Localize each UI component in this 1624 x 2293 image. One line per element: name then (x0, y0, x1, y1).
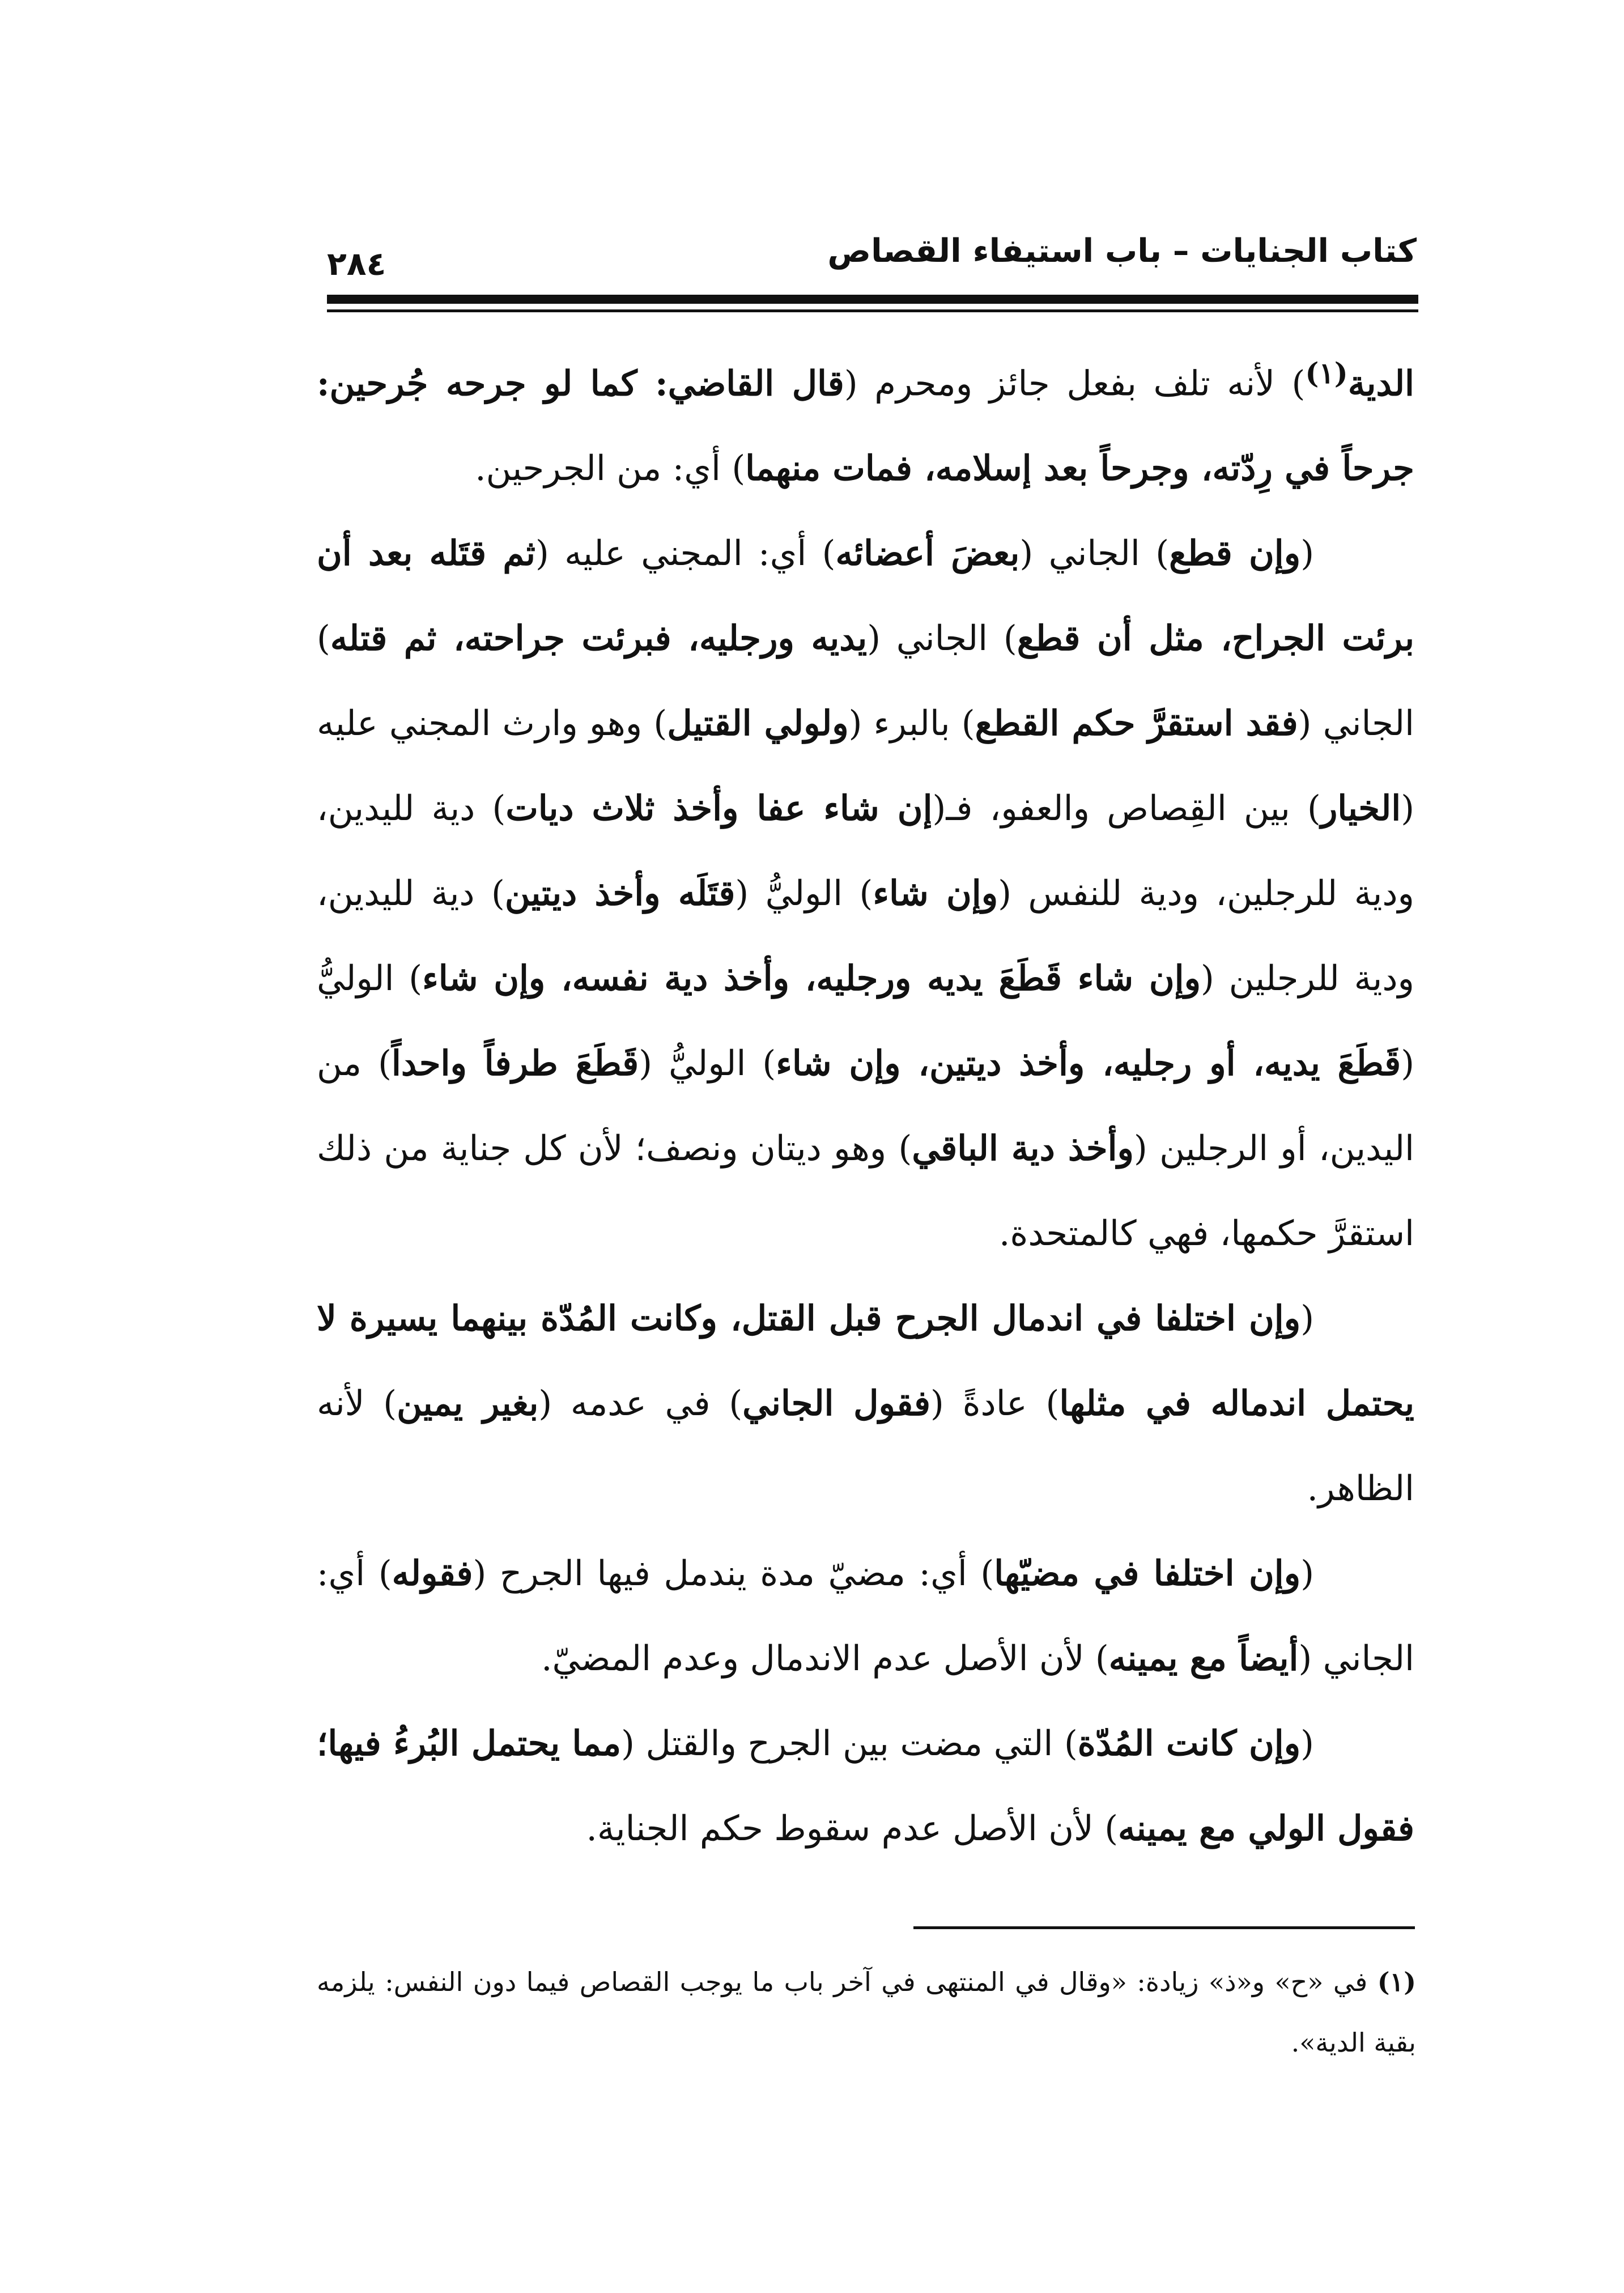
text-run: ) الوليُّ ( (735, 873, 873, 914)
text-run: ) الجاني ( (867, 618, 1017, 659)
text-run: ( (1300, 533, 1314, 574)
text-run: ) التي مضت بين الجرح والقتل ( (621, 1723, 1078, 1764)
footnotes (317, 1952, 1416, 2073)
chapter-title: كتاب الجنايات – باب استيفاء القصاص (827, 232, 1417, 270)
text-run: قال القاضي: كما لو جرحه جُرحين: جرحاً في رِدّته، وجرحاً بعد إسلامه، فمات منهما (317, 363, 1414, 489)
page-number: ٢٨٤ (327, 245, 386, 283)
footnote-1 (317, 1952, 1416, 2073)
text-run: وإن كانت المُدّة (1077, 1723, 1301, 1764)
footnote-separator (913, 1926, 1415, 1929)
text-run: وإن شاء (873, 873, 998, 914)
text-run: ) عادةً ( (930, 1383, 1060, 1424)
text-run: ) دية لليدين، ودية للرجلين، ودية للنفس ( (317, 788, 1415, 914)
text-run: ) وهو وارث المجني عليه ( (317, 703, 1414, 829)
paragraph-1 (317, 330, 1414, 511)
text-run: فقد استقرَّ حكم القطع (975, 703, 1298, 744)
text-run: ) الوليُّ ( (639, 1043, 776, 1084)
header-rule-thin (327, 309, 1418, 312)
text-run: يديه ورجليه، فبرئت جراحته، ثم قتله (330, 618, 868, 659)
paragraph-4 (317, 1531, 1414, 1701)
text-run: ( (1300, 1553, 1314, 1594)
text-run: ) أي: المجني عليه ( (535, 533, 836, 574)
footnote-reference: (١) (1305, 356, 1348, 390)
text-run: وإن اختلفا في اندمال الجرح قبل القتل، وكانت المُدّة بينهما يسيرة لا يحتمل اندماله في مثلها (317, 1298, 1414, 1424)
text-run: ( (1300, 1723, 1314, 1764)
text-run: قَطَعَ طرفاً واحداً (391, 1043, 639, 1084)
text-run: ) دية لليدين، ودية للرجلين ( (317, 873, 1414, 999)
page-header (327, 224, 1417, 290)
header-rule-thick (327, 295, 1418, 304)
text-run: ) الوليُّ ( (317, 958, 1415, 1084)
text-run: ) أي: مضيّ مدة يندمل فيها الجرح ( (473, 1553, 994, 1594)
text-run: مما يحتمل البُرءُ فيها؛ فقول الولي مع يمينه (317, 1723, 1414, 1849)
text-run: ) الجاني ( (1019, 533, 1170, 574)
text-run: ) وهو ديتان ونصف؛ لأن كل جناية من ذلك استقرَّ حكمها، فهي كالمتحدة. (317, 1128, 1414, 1254)
text-run: ) بالبرء ( (848, 703, 975, 744)
text-run: ) أي: الجاني ( (317, 1553, 1414, 1679)
text-run: ) لأنه تلف بفعل جائز ومحرم ( (844, 363, 1306, 404)
footnote-marker: (١) (1377, 1967, 1417, 1997)
text-run: وأخذ دية الباقي (912, 1128, 1134, 1169)
text-run: الدية (1347, 363, 1414, 404)
text-run: ولولي القتيل (667, 703, 849, 744)
main-text (317, 330, 1414, 1871)
text-run: ثم قتَله بعد أن برئت الجراح، مثل أن قطع (317, 533, 1414, 659)
text-run: ) لأن الأصل عدم سقوط حكم الجناية. (586, 1808, 1119, 1849)
footnote-text: في «ح» و«ذ» زيادة: «وقال في المنتهى في آخر باب ما يوجب القصاص فيما دون النفس: يلزمه بقية الدية». (317, 1967, 1416, 2058)
text-run: ) لأن الأصل عدم الاندمال وعدم المضيّ. (541, 1638, 1109, 1679)
text-run: فقوله (392, 1553, 473, 1594)
paragraph-3 (317, 1276, 1414, 1531)
text-run: ) أي: من الجرحين. (475, 448, 746, 489)
text-run: الخيار (1320, 788, 1401, 829)
text-run: ) الجاني ( (317, 618, 1414, 744)
text-run: ) من اليدين، أو الرجلين ( (317, 1043, 1415, 1169)
text-run: ) في عدمه ( (538, 1383, 743, 1424)
text-run: بغير يمين (397, 1383, 539, 1424)
text-run: ) لأنه الظاهر. (317, 1383, 1414, 1509)
text-run: وإن اختلفا في مضيّها (994, 1553, 1301, 1594)
text-run: بعضَ أعضائه (835, 533, 1020, 574)
text-run: قتَلَه وأخذ ديتين (504, 873, 736, 914)
text-run: ) بين القِصاص والعفو، فـ( (932, 788, 1321, 829)
paragraph-5 (317, 1701, 1414, 1871)
text-run: وإن شاء قَطَعَ يديه ورجليه، وأخذ دية نفسه، وإن شاء (422, 958, 1201, 999)
text-run: فقول الجاني (742, 1383, 930, 1424)
text-run: أيضاً مع يمينه (1108, 1638, 1299, 1679)
text-run: وإن قطع (1169, 533, 1301, 574)
text-run: ( (1300, 1298, 1314, 1339)
text-run: إن شاء عفا وأخذ ثلاث ديات (505, 788, 933, 829)
paragraph-2 (317, 511, 1414, 1276)
text-run: قَطَعَ يديه، أو رجليه، وأخذ ديتين، وإن شاء (776, 1043, 1401, 1084)
